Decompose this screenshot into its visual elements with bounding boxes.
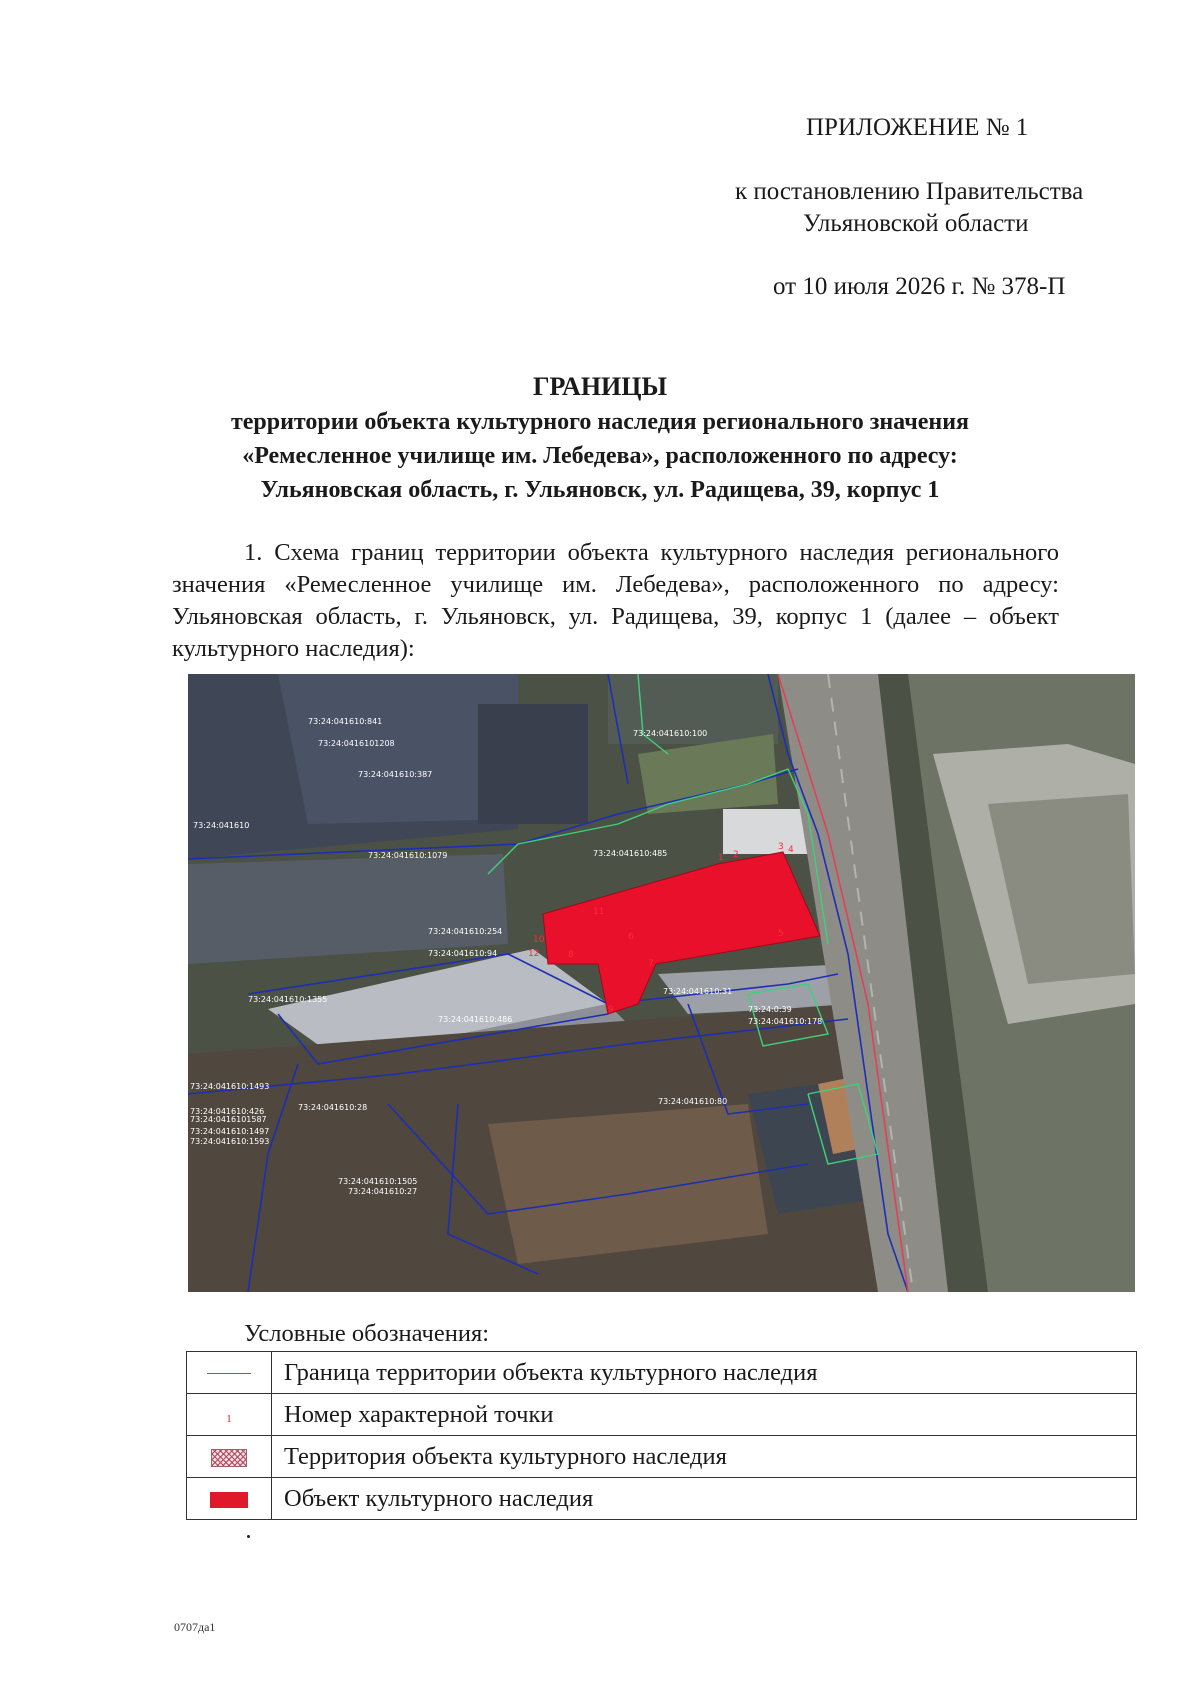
parcel-label: 73:24:041610:94 xyxy=(428,949,498,958)
point-number-label: 2 xyxy=(733,850,739,860)
point-number-label: 8 xyxy=(568,950,574,960)
decree-date: от 10 июля 2026 г. № 378-П xyxy=(773,273,1066,300)
point-number-label: 7 xyxy=(648,959,654,969)
parcel-label: 73:24:041610:486 xyxy=(438,1015,513,1024)
parcel-label: 73:24:0416101208 xyxy=(318,739,395,748)
parcel-label: 73:24:041610:485 xyxy=(593,849,668,858)
legend-symbol-cell xyxy=(187,1478,272,1520)
legend-symbol-cell xyxy=(187,1394,272,1436)
paragraph-line-1: 1. Схема границ территории объекта культурного наследия регионального xyxy=(244,539,1059,566)
parcel-label: 73:24:041610:1593 xyxy=(190,1137,270,1146)
point-number-label: 1 xyxy=(718,853,724,863)
point-number-label: 10 xyxy=(533,935,545,945)
point-number-label: 9 xyxy=(608,1005,614,1015)
legend-table xyxy=(186,1351,1137,1520)
legend-row-object xyxy=(187,1478,1137,1520)
point-number-label: 5 xyxy=(778,929,784,939)
title-line-3: «Ремесленное училище им. Лебедева», расположенного по адресу: xyxy=(242,443,958,469)
legend-row-point xyxy=(187,1394,1137,1436)
legend-label-boundary: Граница территории объекта культурного наследия xyxy=(272,1352,1137,1394)
building-white-roof xyxy=(723,809,808,854)
parcel-label: 73:24:041610:28 xyxy=(298,1103,368,1112)
map-svg xyxy=(188,674,1135,1292)
parcel-label: 73:24:041610:178 xyxy=(748,1017,823,1026)
parcel-label: 73:24:041610:387 xyxy=(358,770,433,779)
scheme-paragraph xyxy=(172,537,1059,665)
legend-row-territory xyxy=(187,1436,1137,1478)
appendix-number: ПРИЛОЖЕНИЕ № 1 xyxy=(806,114,1029,141)
paragraph-line-2: значения «Ремесленное училище им. Лебедева», расположенного по адресу: xyxy=(172,571,1059,598)
title-line-4: Ульяновская область, г. Ульяновск, ул. Радищева, 39, корпус 1 xyxy=(260,477,940,503)
parcel-label: 73:24:041610:80 xyxy=(658,1097,728,1106)
parcel-label: 73:24:041610:841 xyxy=(308,717,383,726)
decree-reference-line1: к постановлению Правительства xyxy=(735,178,1084,205)
footer-code: 0707да1 xyxy=(174,1620,216,1634)
hatched-area-symbol xyxy=(211,1449,247,1467)
legend-label-object: Объект культурного наследия xyxy=(272,1478,1137,1520)
building-north-center xyxy=(478,704,588,824)
legend-symbol-cell xyxy=(187,1436,272,1478)
parcel-label: 73:24:041610:1493 xyxy=(190,1082,270,1091)
parcel-label: 73:24:041610:100 xyxy=(633,729,708,738)
point-number-label: 4 xyxy=(788,845,794,855)
parcel-label: 73:24:0416101587 xyxy=(190,1115,267,1124)
boundary-scheme-map xyxy=(188,674,1135,1292)
red-fill-symbol xyxy=(210,1492,248,1508)
point-number-label: 11 xyxy=(593,907,605,917)
point-number-label: 12 xyxy=(528,949,540,959)
legend-row-boundary xyxy=(187,1352,1137,1394)
parcel-label: 73:24:041610:31 xyxy=(663,987,733,996)
stray-dot xyxy=(247,1535,250,1538)
point-number-symbol: 1 xyxy=(226,1412,232,1425)
parcel-label: 73:24:041610:254 xyxy=(428,927,503,936)
title-line-2: территории объекта культурного наследия регионального значения xyxy=(230,409,970,435)
legend-label-point: Номер характерной точки xyxy=(272,1394,1137,1436)
parcel-label: 73:24:041610:1079 xyxy=(368,851,448,860)
parcel-label: 73:24:0:39 xyxy=(748,1005,792,1014)
parcel-label: 73:24:041610:1355 xyxy=(248,995,328,1004)
point-number-label: 6 xyxy=(628,932,634,942)
legend-caption: Условные обозначения: xyxy=(244,1320,490,1347)
parcel-label: 73:24:041610:1497 xyxy=(190,1127,270,1136)
paragraph-line-3: Ульяновская область, г. Ульяновск, ул. Радищева, 39, корпус 1 (далее – объект xyxy=(172,603,1059,630)
parcel-label: 73:24:041610:27 xyxy=(348,1187,418,1196)
legend-symbol-cell xyxy=(187,1352,272,1394)
legend-label-territory: Территория объекта культурного наследия xyxy=(272,1436,1137,1478)
decree-reference-line2: Ульяновской области xyxy=(803,210,1029,237)
parcel-label: 73:24:041610:1505 xyxy=(338,1177,418,1186)
parcel-label: 73:24:041610 xyxy=(193,821,250,830)
paragraph-line-4: культурного наследия): xyxy=(172,635,415,662)
point-number-label: 3 xyxy=(778,842,784,852)
parcel-label: 73:24:041610:426 xyxy=(190,1107,265,1116)
boundary-line-symbol xyxy=(207,1373,251,1374)
document-title: ГРАНИЦЫ xyxy=(532,372,668,401)
